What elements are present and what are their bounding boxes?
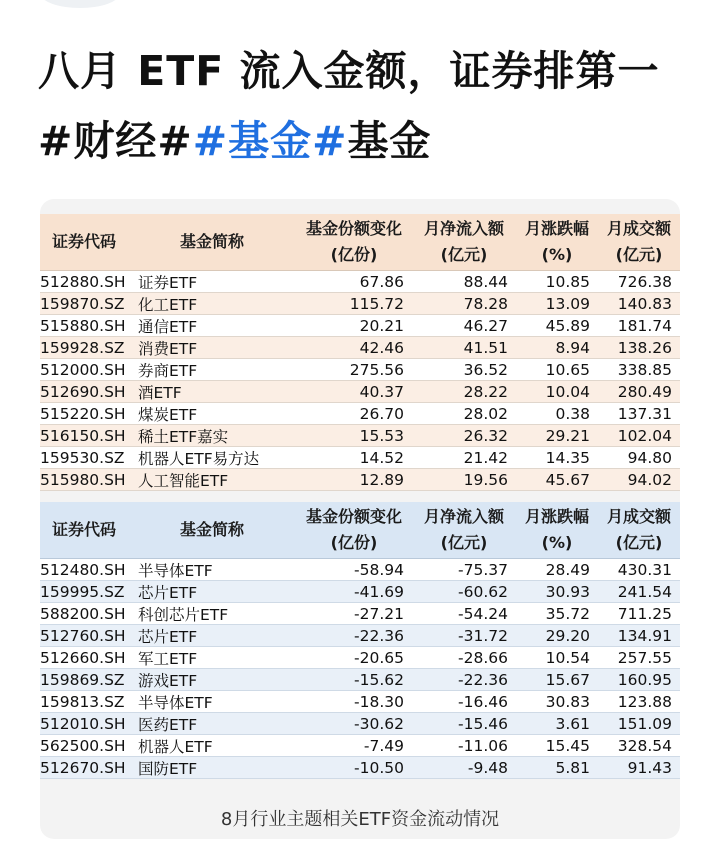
cell-code: 515220.SH	[40, 404, 126, 423]
cell-share: -10.50	[354, 758, 404, 777]
table-row	[40, 403, 680, 425]
cell-name: 军工ETF	[138, 649, 198, 668]
cell-pct: 15.67	[545, 670, 590, 689]
cell-vol: 328.54	[617, 736, 672, 755]
cell-pct: 10.54	[545, 648, 590, 667]
inflow-table	[40, 214, 680, 491]
cell-pct: 8.94	[555, 338, 590, 357]
cell-code: 515880.SH	[40, 316, 126, 335]
cell-vol: 726.38	[617, 272, 672, 291]
table-row	[40, 293, 680, 315]
table-row	[40, 603, 680, 625]
header-name: 基金简称	[179, 520, 244, 539]
header-share-change: 基金份额变化 (亿份)	[305, 507, 402, 552]
table-row	[40, 669, 680, 691]
cell-code: 159870.SZ	[40, 294, 125, 313]
cell-flow: 21.42	[463, 448, 508, 467]
table-row	[40, 381, 680, 403]
header-code: 证券代码	[51, 520, 116, 539]
cell-code: 515980.SH	[40, 470, 126, 489]
cell-pct: 35.72	[545, 604, 590, 623]
cell-pct: 45.89	[545, 316, 590, 335]
cell-share: 20.21	[359, 316, 404, 335]
header-share-change: 基金份额变化 (亿份)	[305, 219, 402, 264]
cell-share: -20.65	[354, 648, 404, 667]
cell-share: -22.36	[354, 626, 404, 645]
cell-pct: 5.81	[555, 758, 590, 777]
cell-pct: 10.04	[545, 382, 590, 401]
cell-pct: 13.09	[545, 294, 590, 313]
cell-share: 26.70	[359, 404, 404, 423]
cell-vol: 280.49	[617, 382, 672, 401]
table-row	[40, 469, 680, 491]
cell-share: -41.69	[354, 582, 404, 601]
image-caption: 8月行业主题相关ETF资金流动情况	[220, 809, 500, 830]
cell-name: 机器人ETF	[138, 737, 213, 756]
cell-name: 人工智能ETF	[138, 471, 229, 490]
title-suffix: 基金	[347, 117, 432, 165]
header-monthly-change: 月涨跌幅 (%)	[524, 507, 589, 552]
header-code: 证券代码	[51, 232, 116, 251]
cell-pct: 3.61	[555, 714, 590, 733]
cell-vol: 138.26	[617, 338, 672, 357]
cell-code: 512000.SH	[40, 360, 126, 379]
cell-share: 14.52	[359, 448, 404, 467]
header-monthly-volume: 月成交额 (亿元)	[606, 219, 671, 264]
cell-vol: 257.55	[617, 648, 672, 667]
cell-flow: -28.66	[458, 648, 508, 667]
cell-share: -27.21	[354, 604, 404, 623]
cell-flow: 46.27	[463, 316, 508, 335]
cell-code: 512690.SH	[40, 382, 126, 401]
post-image-card[interactable]	[40, 199, 680, 839]
cell-name: 机器人ETF易方达	[138, 449, 260, 468]
cell-vol: 160.95	[617, 670, 672, 689]
cell-flow: -9.48	[467, 758, 508, 777]
cell-share: 115.72	[349, 294, 404, 313]
table-row	[40, 691, 680, 713]
header-name: 基金简称	[179, 232, 244, 251]
cell-name: 酒ETF	[138, 383, 182, 402]
post-title	[38, 36, 688, 176]
avatar-edge	[40, 0, 120, 8]
cell-vol: 430.31	[617, 560, 672, 579]
table-row	[40, 271, 680, 293]
cell-flow: 26.32	[463, 426, 508, 445]
cell-code: 512660.SH	[40, 648, 126, 667]
hashtag-finance[interactable]: #财经#	[38, 117, 193, 165]
cell-flow: 88.44	[463, 272, 508, 291]
cell-vol: 137.31	[617, 404, 672, 423]
cell-vol: 123.88	[617, 692, 672, 711]
cell-flow: -22.36	[458, 670, 508, 689]
cell-pct: 30.83	[545, 692, 590, 711]
table-row	[40, 425, 680, 447]
inflow-table-header	[40, 214, 680, 271]
cell-name: 煤炭ETF	[138, 405, 198, 424]
cell-flow: 41.51	[463, 338, 508, 357]
cell-share: 67.86	[359, 272, 404, 291]
cell-pct: 0.38	[555, 404, 590, 423]
cell-name: 半导体ETF	[138, 561, 213, 580]
cell-code: 516150.SH	[40, 426, 126, 445]
cell-flow: 28.02	[463, 404, 508, 423]
cell-pct: 29.21	[545, 426, 590, 445]
table-row	[40, 647, 680, 669]
cell-code: 512480.SH	[40, 560, 126, 579]
cell-code: 159869.SZ	[40, 670, 125, 689]
table-row	[40, 337, 680, 359]
cell-flow: -15.46	[458, 714, 508, 733]
cell-code: 159995.SZ	[40, 582, 125, 601]
cell-name: 半导体ETF	[138, 693, 213, 712]
cell-flow: 36.52	[463, 360, 508, 379]
cell-code: 562500.SH	[40, 736, 126, 755]
cell-share: -58.94	[354, 560, 404, 579]
outflow-table	[40, 502, 680, 779]
cell-share: -30.62	[354, 714, 404, 733]
cell-code: 588200.SH	[40, 604, 126, 623]
cell-pct: 10.65	[545, 360, 590, 379]
cell-name: 消费ETF	[138, 339, 198, 358]
cell-name: 芯片ETF	[138, 627, 198, 646]
cell-vol: 338.85	[617, 360, 672, 379]
cell-pct: 14.35	[545, 448, 590, 467]
cell-share: 15.53	[359, 426, 404, 445]
cell-code: 159530.SZ	[40, 448, 125, 467]
cell-code: 512760.SH	[40, 626, 126, 645]
table-row	[40, 757, 680, 779]
cell-name: 游戏ETF	[138, 671, 198, 690]
cell-name: 券商ETF	[138, 361, 198, 380]
outflow-table-header	[40, 502, 680, 559]
cell-vol: 140.83	[617, 294, 672, 313]
cell-pct: 30.93	[545, 582, 590, 601]
cell-vol: 241.54	[617, 582, 672, 601]
cell-code: 159928.SZ	[40, 338, 125, 357]
cell-pct: 29.20	[545, 626, 590, 645]
cell-flow: 78.28	[463, 294, 508, 313]
cell-flow: 19.56	[463, 470, 508, 489]
cell-code: 512010.SH	[40, 714, 126, 733]
cell-name: 国防ETF	[138, 759, 198, 778]
cell-name: 通信ETF	[138, 317, 198, 336]
cell-flow: -31.72	[458, 626, 508, 645]
cell-vol: 102.04	[617, 426, 672, 445]
cell-vol: 134.91	[617, 626, 672, 645]
hashtag-fund[interactable]: #基金#	[192, 117, 348, 165]
table-row	[40, 559, 680, 581]
cell-vol: 94.80	[627, 448, 672, 467]
cell-pct: 15.45	[545, 736, 590, 755]
cell-pct: 45.67	[545, 470, 590, 489]
cell-share: 40.37	[359, 382, 404, 401]
cell-share: 275.56	[349, 360, 404, 379]
cell-share: -15.62	[354, 670, 404, 689]
header-monthly-change: 月涨跌幅 (%)	[524, 219, 589, 264]
cell-pct: 10.85	[545, 272, 590, 291]
cell-vol: 151.09	[617, 714, 672, 733]
cell-vol: 181.74	[617, 316, 672, 335]
table-row	[40, 581, 680, 603]
table-row	[40, 735, 680, 757]
cell-vol: 711.25	[617, 604, 672, 623]
table-row	[40, 625, 680, 647]
cell-name: 化工ETF	[138, 295, 198, 314]
cell-code: 512670.SH	[40, 758, 126, 777]
cell-vol: 94.02	[627, 470, 672, 489]
cell-name: 医药ETF	[138, 715, 198, 734]
table-row	[40, 315, 680, 337]
table-row	[40, 359, 680, 381]
cell-share: 12.89	[359, 470, 404, 489]
cell-name: 科创芯片ETF	[138, 605, 229, 624]
outflow-rows	[40, 559, 680, 779]
cell-code: 159813.SZ	[40, 692, 125, 711]
cell-flow: -60.62	[458, 582, 508, 601]
cell-name: 证券ETF	[138, 273, 198, 292]
cell-flow: -11.06	[458, 736, 508, 755]
cell-share: -7.49	[363, 736, 404, 755]
table-row	[40, 447, 680, 469]
header-net-inflow: 月净流入额 (亿元)	[423, 219, 504, 264]
cell-code: 512880.SH	[40, 272, 126, 291]
cell-vol: 91.43	[627, 758, 672, 777]
cell-share: -18.30	[354, 692, 404, 711]
cell-share: 42.46	[359, 338, 404, 357]
cell-name: 芯片ETF	[138, 583, 198, 602]
cell-flow: 28.22	[463, 382, 508, 401]
inflow-rows	[40, 271, 680, 491]
cell-pct: 28.49	[545, 560, 590, 579]
table-row	[40, 713, 680, 735]
title-text: 八月 ETF 流入金额，证券排第一	[38, 47, 660, 95]
header-monthly-volume: 月成交额 (亿元)	[606, 507, 671, 552]
cell-flow: -16.46	[458, 692, 508, 711]
cell-flow: -75.37	[458, 560, 508, 579]
header-net-inflow: 月净流入额 (亿元)	[423, 507, 504, 552]
cell-flow: -54.24	[458, 604, 508, 623]
cell-name: 稀土ETF嘉实	[138, 427, 229, 446]
